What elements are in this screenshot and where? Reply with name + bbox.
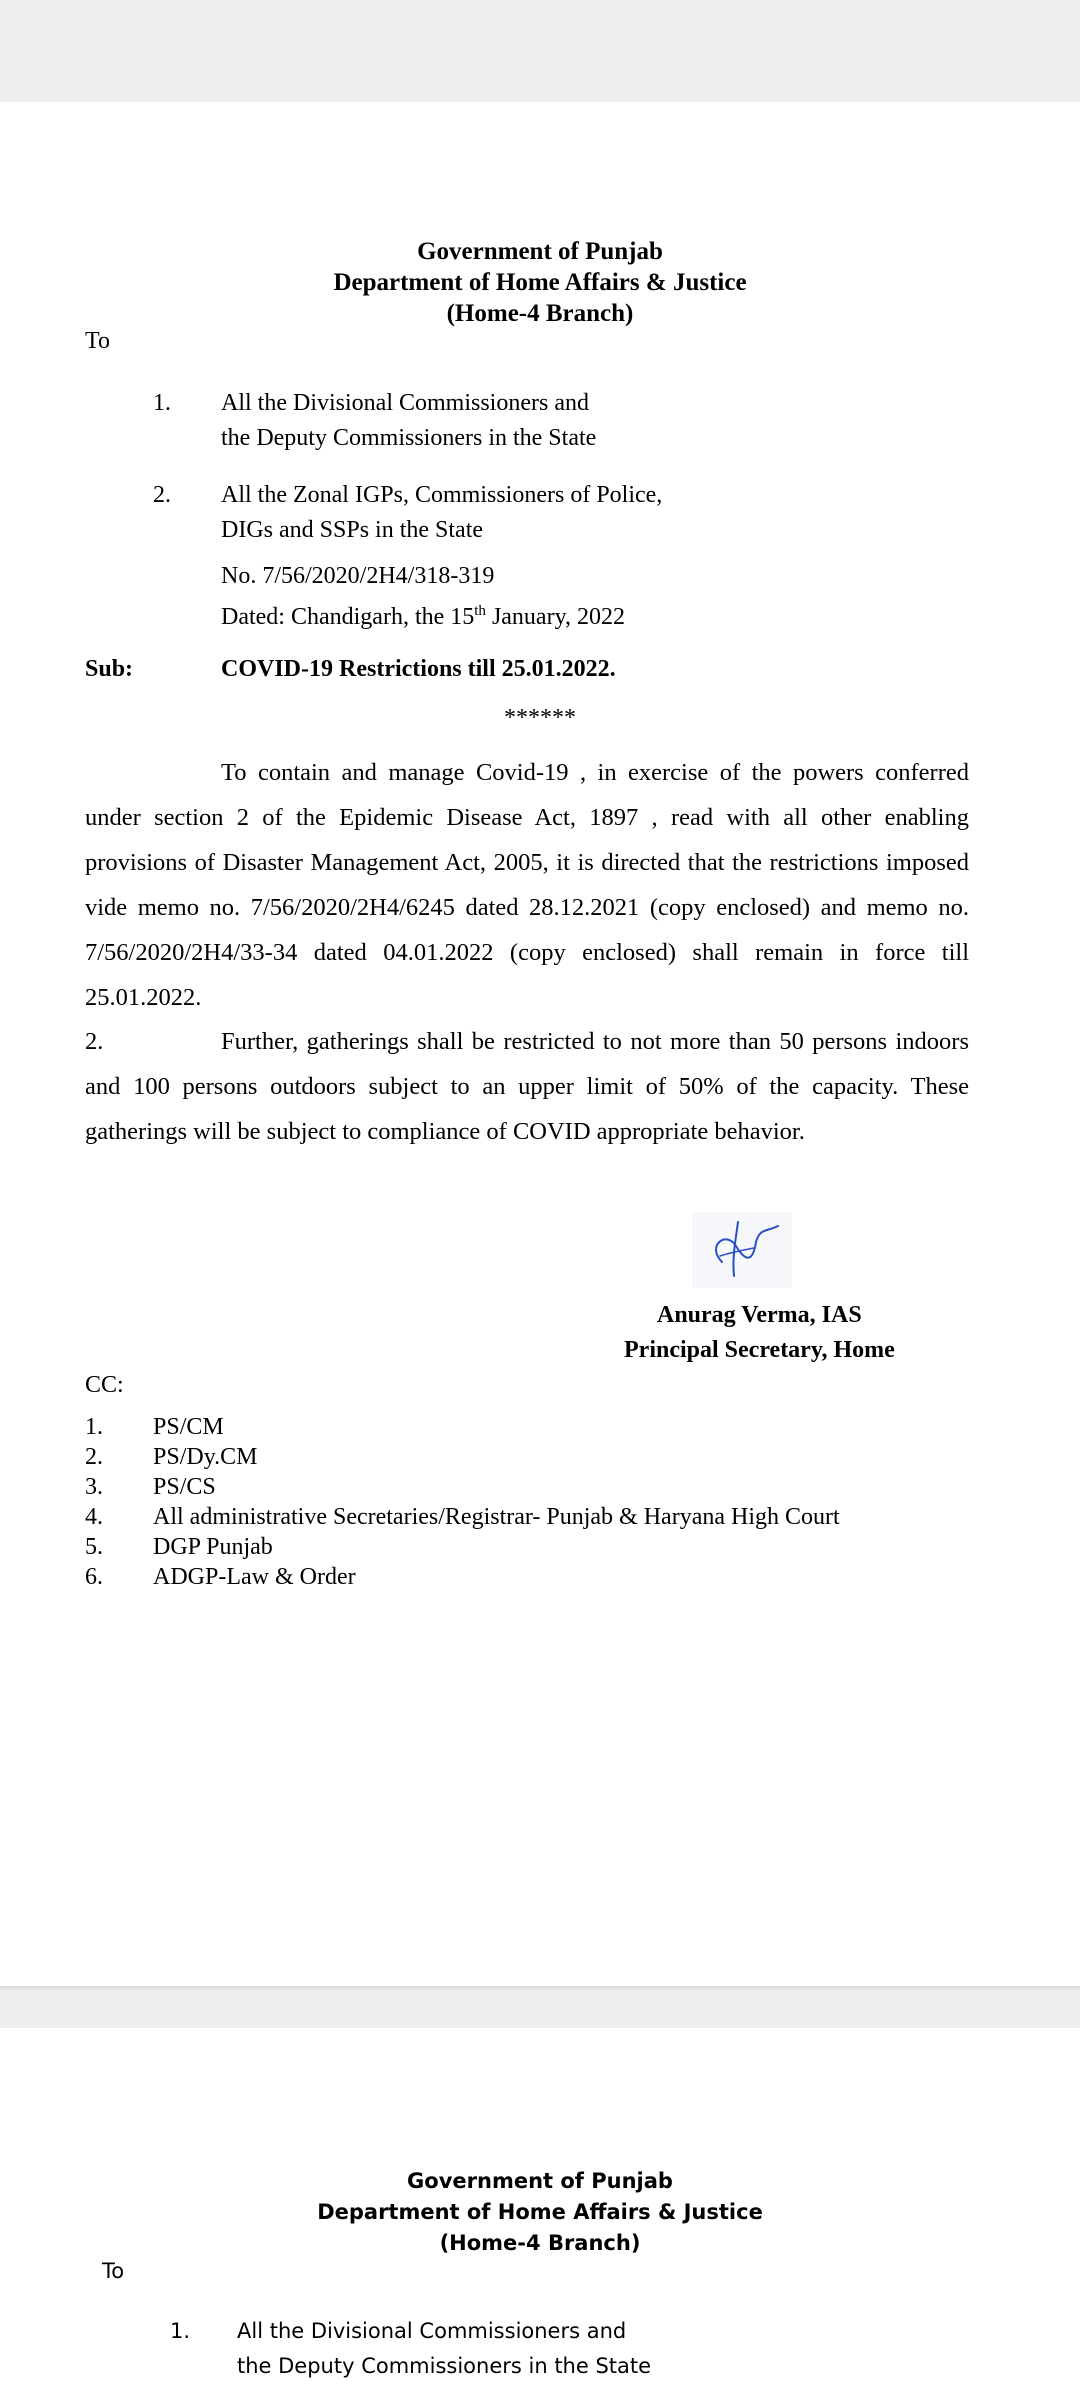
cc-item [85,1562,356,1592]
paragraph-1 [85,750,969,1020]
cc-item [85,1442,257,1472]
paragraph-1-text: To contain and manage Covid-19 , in exercise of the powers conferred under section 2 of the Epidemic Disease Act, 1897 , read with all other enabling provisions of Disaster Management Act, 2005, it is directed that the restrictions imposed vide memo no. 7/56/2020/2H4/6245 dated 28.12.2021 (copy enclosed) and memo no. 7/56/2020/2H4/33-34 dated 04.01.2022 (copy enclosed) shall remain in force till 25.01.2022. [85,759,969,1011]
cc-item-number: 4. [85,1504,103,1530]
signature-image [692,1212,792,1288]
cc-item-text: PS/CS [153,1474,216,1500]
dated-prefix: Dated: Chandigarh, the 15 [221,604,475,630]
recipient-2-line-1: All the Zonal IGPs, Commissioners of Police, [221,482,663,508]
cc-item-number: 3. [85,1474,103,1500]
paragraph-2-text: Further, gatherings shall be restricted to not more than 50 persons indoors and 100 persons outdoors subject to an upper limit of 50% of the capacity. These gatherings will be subject to compliance of COVID appropriate behavior. [85,1028,969,1145]
signature-mark [692,1212,792,1288]
page2-recipient-1-number: 1. [170,2319,191,2343]
cc-item-number: 1. [85,1414,103,1440]
recipient-1-number: 1. [153,390,171,416]
paragraph-2-number: 2. [85,1028,104,1055]
cc-item [85,1502,840,1532]
page2-header-line-2: Department of Home Affairs & Justice [317,2200,763,2224]
to-label: To [85,328,110,354]
paragraph-2 [85,1019,969,1154]
page2-to-label: To [102,2259,125,2283]
cc-item-text: DGP Punjab [153,1534,273,1560]
document-page-2 [0,2028,1080,2408]
signatory-title: Principal Secretary, Home [624,1337,895,1363]
dated-suffix: January, 2022 [485,604,626,630]
header-line-1: Government of Punjab [417,238,663,265]
signatory-name: Anurag Verma, IAS [657,1302,862,1328]
cc-item [85,1412,224,1442]
dated-superscript: th [474,603,486,619]
memo-number: No. 7/56/2020/2H4/318-319 [221,563,495,589]
page2-recipient-1-line-1: All the Divisional Commissioners and [237,2319,627,2343]
subject-label: Sub: [85,656,134,682]
recipient-2-number: 2. [153,482,171,508]
document-page-1 [0,102,1080,1986]
header-line-3: (Home-4 Branch) [446,300,634,327]
cc-label: CC: [85,1372,124,1398]
cc-item-text: All administrative Secretaries/Registrar- Punjab & Haryana High Court [153,1504,840,1530]
subject-text: COVID-19 Restrictions till 25.01.2022. [221,656,616,682]
page-gap-shadow [0,1986,1080,1992]
cc-item-number: 2. [85,1444,103,1470]
page2-recipient-1-line-2: the Deputy Commissioners in the State [237,2354,652,2378]
cc-item [85,1532,273,1562]
recipient-1-line-1: All the Divisional Commissioners and [221,390,589,416]
recipient-2-line-2: DIGs and SSPs in the State [221,517,484,543]
cc-item-number: 5. [85,1534,103,1560]
cc-item-number: 6. [85,1564,103,1590]
dated-line [221,594,625,635]
cc-item-text: PS/Dy.CM [153,1444,258,1470]
cc-item [85,1472,216,1502]
page2-header-line-3: (Home-4 Branch) [439,2231,641,2255]
recipient-1-line-2: the Deputy Commissioners in the State [221,425,597,451]
separator-stars: ****** [504,705,576,731]
cc-item-text: PS/CM [153,1414,224,1440]
cc-item-text: ADGP-Law & Order [153,1564,356,1590]
header-line-2: Department of Home Affairs & Justice [333,269,747,296]
page2-header-line-1: Government of Punjab [407,2169,673,2193]
